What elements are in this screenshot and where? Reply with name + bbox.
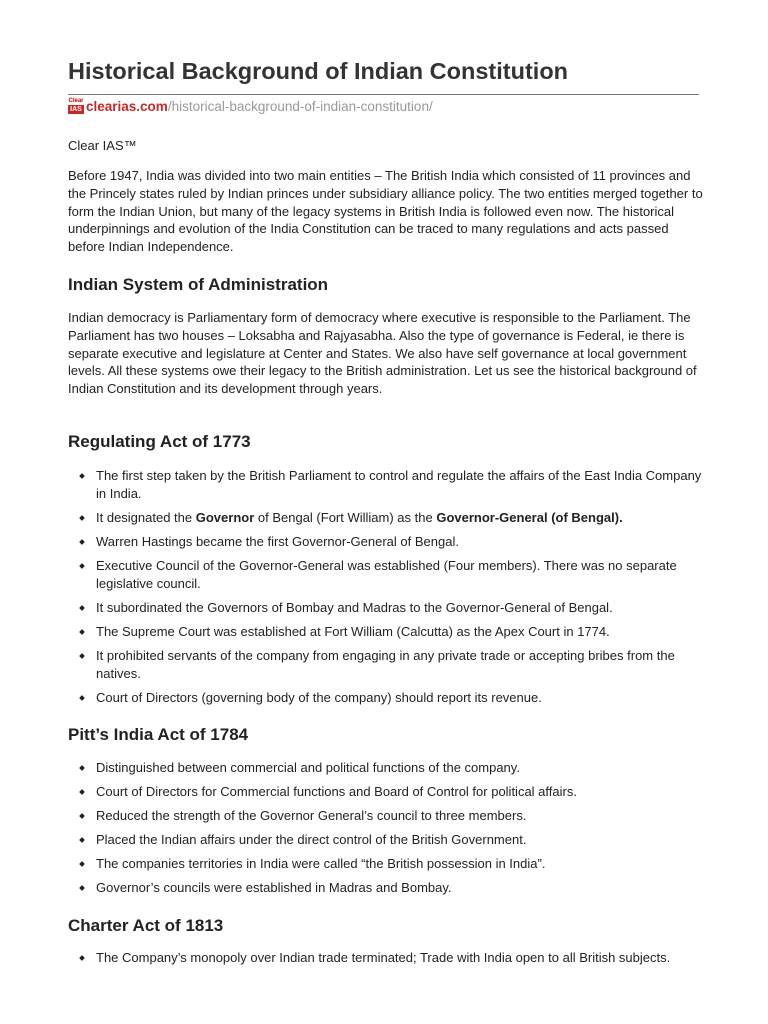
list-item: The Company’s monopoly over Indian trade terminated; Trade with India open to all British subjects. [68, 949, 708, 967]
list-item: Reduced the strength of the Governor General’s council to three members. [68, 807, 708, 825]
bullet-icon [79, 837, 85, 843]
heading-pitts-india-act: Pitt’s India Act of 1784 [68, 725, 249, 744]
bullet-icon [79, 563, 85, 569]
page-title: Historical Background of Indian Constitution [68, 58, 569, 84]
administration-paragraph: Indian democracy is Parliamentary form of democracy where executive is responsible to the Parliament. The Parliament has two houses – Loksabha and Rajyasabha. Also the type of governance is Federal, ie there is separate executive and legislature at Center and States. We also have self governance at local government levels. All these systems owe their legacy to the British administration. Let us see the historical background of Indian Constitution and its development through years. [68, 310, 697, 397]
bullet-icon [79, 473, 85, 479]
list-item: The first step taken by the British Parliament to control and regulate the affairs of the East India Company in India. [68, 467, 708, 503]
heading-regulating-act: Regulating Act of 1773 [68, 432, 251, 451]
list-item: The Supreme Court was established at Fort William (Calcutta) as the Apex Court in 1774. [68, 623, 708, 641]
list-item: It subordinated the Governors of Bombay and Madras to the Governor-General of Bengal. [68, 599, 708, 617]
bullet-icon [79, 886, 85, 892]
bullet-icon [79, 862, 85, 868]
source-line [68, 99, 433, 115]
bullet-icon [79, 653, 85, 659]
list-item: Warren Hastings became the first Governor-General of Bengal. [68, 533, 708, 551]
list-item: Court of Directors for Commercial functions and Board of Control for political affairs. [68, 783, 708, 801]
list-item: Executive Council of the Governor-General was established (Four members). There was no separate legislative council. [68, 557, 708, 593]
list-item: It designated the Governor of Bengal (Fort William) as the Governor-General (of Bengal). [68, 509, 708, 527]
list-item: Placed the Indian affairs under the direct control of the British Government. [68, 831, 708, 849]
heading-indian-system: Indian System of Administration [68, 275, 329, 294]
intro-paragraph: Before 1947, India was divided into two main entities – The British India which consisted of 11 provinces and the Princely states ruled by Indian princes under subsidiary alliance policy. The two entities merged together to form the Indian Union, but many of the legacy systems in British India is followed even now. The historical underpinnings and evolution of the India Constitution can be traced to many regulations and acts passed before Indian Independence. [68, 168, 703, 255]
bullet-icon [79, 629, 85, 635]
list-item: It prohibited servants of the company from engaging in any private trade or accepting bribes from the natives. [68, 647, 708, 683]
bullet-icon [79, 515, 85, 521]
list-item: Governor’s councils were established in Madras and Bombay. [68, 879, 708, 897]
pitts-act-list [68, 759, 708, 904]
source-domain[interactable]: clearias.com [86, 99, 168, 114]
brand-name: Clear IAS™ [68, 138, 137, 153]
bullet-icon [79, 955, 85, 961]
bullet-icon [79, 539, 85, 545]
bullet-icon [79, 813, 85, 819]
bullet-icon [79, 789, 85, 795]
clearias-logo-icon: Clear IAS [68, 98, 84, 114]
bullet-icon [79, 695, 85, 701]
title-divider [68, 94, 699, 95]
regulating-act-list [68, 467, 708, 713]
bullet-icon [79, 605, 85, 611]
list-item: Court of Directors (governing body of the company) should report its revenue. [68, 689, 708, 707]
bullet-icon [79, 765, 85, 771]
source-path[interactable]: /historical-background-of-indian-constitution/ [167, 99, 433, 114]
list-item: The companies territories in India were called “the British possession in India”. [68, 855, 708, 873]
heading-charter-act: Charter Act of 1813 [68, 916, 224, 935]
charter-act-list [68, 949, 708, 973]
list-item: Distinguished between commercial and political functions of the company. [68, 759, 708, 777]
